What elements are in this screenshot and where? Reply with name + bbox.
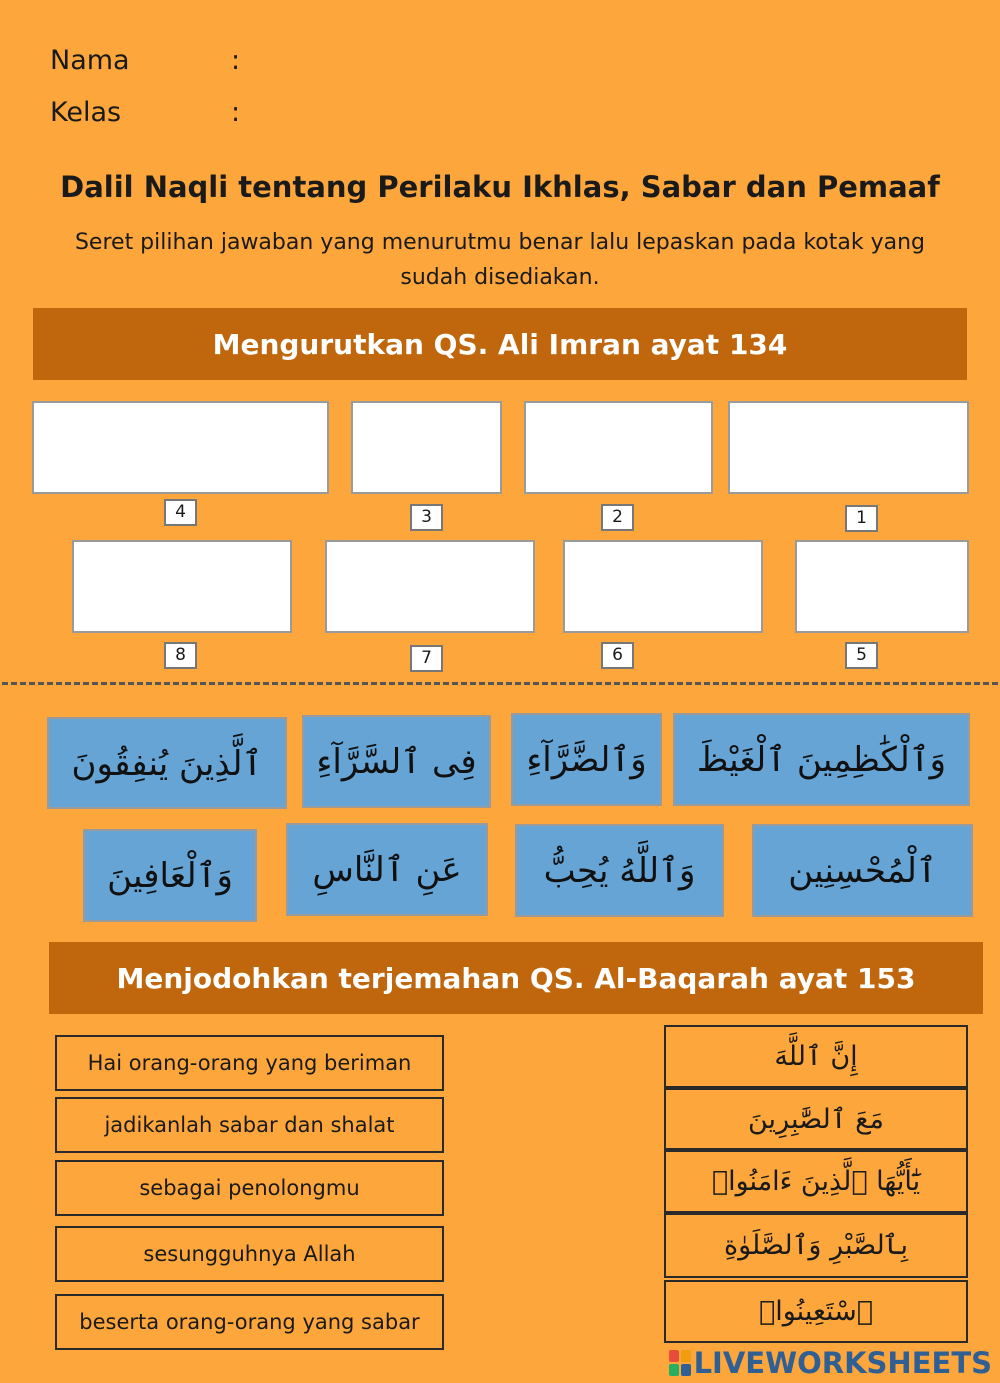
liveworksheets-watermark: [669, 1346, 992, 1380]
translation-item[interactable]: jadikanlah sabar dan shalat: [55, 1097, 444, 1153]
drag-option[interactable]: وَٱلضَّرَّآءِ: [511, 713, 662, 806]
drop-slot-4[interactable]: [32, 401, 329, 494]
drop-slot-7[interactable]: [325, 540, 535, 633]
drop-slot-2[interactable]: [524, 401, 713, 494]
liveworksheets-logo-icon: [669, 1350, 691, 1376]
drop-slot-5[interactable]: [795, 540, 969, 633]
translation-item[interactable]: beserta orang-orang yang sabar: [55, 1294, 444, 1350]
drag-option[interactable]: فِى ٱلسَّرَّآءِ: [302, 715, 491, 808]
class-colon: :: [231, 97, 241, 128]
class-label: Kelas: [50, 97, 122, 128]
section1-banner: Mengurutkan QS. Ali Imran ayat 134: [33, 308, 967, 380]
page-title: Dalil Naqli tentang Perilaku Ikhlas, Sabar dan Pemaaf: [60, 170, 940, 204]
name-input[interactable]: [255, 46, 555, 80]
drag-option[interactable]: وَٱلْعَافِينَ: [83, 829, 257, 922]
instruction-text: Seret pilihan jawaban yang menurutmu benar lalu lepaskan pada kotak yang sudah disediakan.: [74, 230, 926, 290]
class-input[interactable]: [255, 98, 555, 132]
drop-slot-1[interactable]: [728, 401, 969, 494]
slot-number: 4: [164, 499, 197, 526]
slot-number: 3: [410, 504, 443, 531]
brand-text: LIVEWORKSHEETS: [693, 1346, 992, 1380]
name-colon: :: [231, 45, 241, 76]
drop-slot-8[interactable]: [72, 540, 292, 633]
arabic-item[interactable]: بِٱلصَّبْرِ وَٱلصَّلَوٰةِ: [664, 1213, 968, 1278]
slot-number: 6: [601, 642, 634, 669]
translation-item[interactable]: Hai orang-orang yang beriman: [55, 1035, 444, 1091]
drop-slot-6[interactable]: [563, 540, 763, 633]
translation-item[interactable]: sebagai penolongmu: [55, 1160, 444, 1216]
drag-option[interactable]: ٱلْمُحْسِنِين: [752, 824, 973, 917]
slot-number: 1: [845, 505, 878, 532]
arabic-item[interactable]: إِنَّ ٱللَّهَ: [664, 1025, 968, 1088]
slot-number: 8: [164, 642, 197, 669]
slot-number: 5: [845, 642, 878, 669]
dashed-divider: [2, 682, 998, 685]
drop-slot-3[interactable]: [351, 401, 502, 494]
name-label: Nama: [50, 45, 130, 76]
drag-option[interactable]: وَٱلْكَٰظِمِينَ ٱلْغَيْظَ: [673, 713, 970, 806]
slot-number: 7: [410, 645, 443, 672]
drag-option[interactable]: وَٱللَّهُ يُحِبُّ: [515, 824, 724, 917]
translation-item[interactable]: sesungguhnya Allah: [55, 1226, 444, 1282]
drag-option[interactable]: عَنِ ٱلنَّاسِ: [286, 823, 488, 916]
drag-option[interactable]: ٱلَّذِينَ يُنفِقُونَ: [47, 717, 287, 809]
section2-banner: Menjodohkan terjemahan QS. Al-Baqarah ayat 153: [49, 942, 983, 1014]
arabic-item[interactable]: يَٰٓأَيُّهَا ٱلَّذِينَ ءَامَنُوا۟: [664, 1150, 968, 1213]
arabic-item[interactable]: ٱسْتَعِينُوا۟: [664, 1280, 968, 1343]
slot-number: 2: [601, 504, 634, 531]
arabic-item[interactable]: مَعَ ٱلصَّٰبِرِينَ: [664, 1088, 968, 1150]
